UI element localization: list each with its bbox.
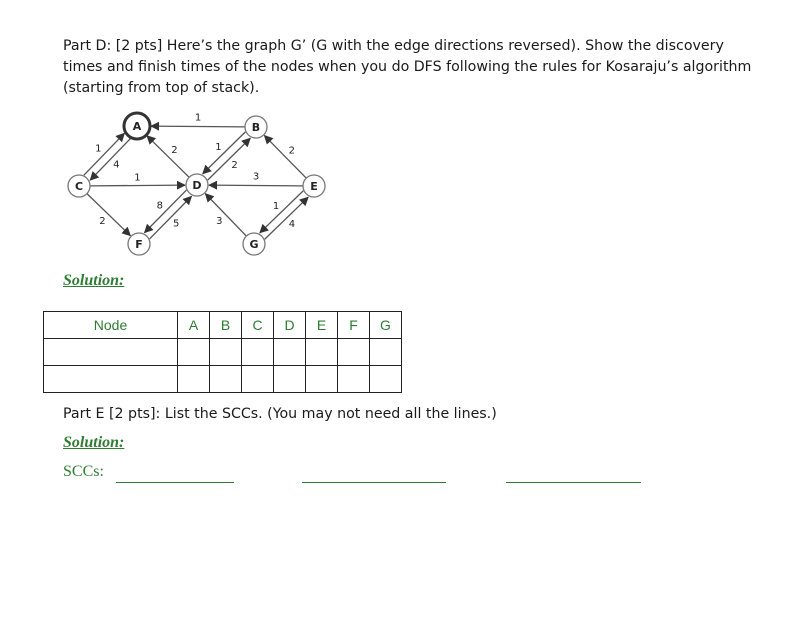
dfs-times-table — [43, 311, 402, 393]
col-a: A — [178, 312, 210, 339]
node-label-f: F — [135, 238, 143, 251]
edge-d-to-b — [208, 138, 251, 180]
edge-e-to-g — [260, 191, 303, 233]
edge-b-to-d — [203, 132, 246, 174]
table-cell[interactable] — [274, 339, 306, 366]
table-cell[interactable] — [178, 366, 210, 393]
edge-weight-label: 1 — [194, 112, 202, 124]
edge-weight-label: 4 — [288, 218, 296, 230]
node-label-e: E — [310, 180, 318, 193]
edge-weight-label: 1 — [95, 143, 102, 155]
table-cell[interactable] — [370, 366, 402, 393]
table-cell[interactable] — [242, 366, 274, 393]
edge-g-to-e — [265, 197, 308, 239]
table-cell[interactable] — [178, 339, 210, 366]
node-label-g: G — [249, 238, 259, 251]
scc-answer-line-3[interactable] — [506, 482, 641, 483]
table-cell[interactable] — [210, 366, 242, 393]
edge-c-to-d — [90, 185, 185, 186]
edge-weight-label: 1 — [215, 142, 222, 154]
edge-b-to-a — [151, 126, 245, 127]
edge-weight-label: 1 — [134, 172, 141, 184]
node-label-d: D — [192, 179, 202, 192]
graph-diagram — [55, 108, 355, 268]
edge-weight-label: 3 — [216, 216, 223, 228]
col-e: E — [306, 312, 338, 339]
table-header-row — [44, 312, 402, 339]
edge-weight-label: 2 — [231, 159, 238, 171]
edge-e-to-b — [264, 136, 306, 179]
edge-weight-label: 2 — [99, 216, 106, 228]
edge-weight-label: 1 — [272, 201, 280, 213]
table-cell[interactable] — [44, 366, 178, 393]
edge-g-to-d — [205, 194, 246, 236]
table-cell[interactable] — [210, 339, 242, 366]
col-b: B — [210, 312, 242, 339]
table-cell[interactable] — [242, 339, 274, 366]
table-cell[interactable] — [338, 339, 370, 366]
table-cell[interactable] — [306, 366, 338, 393]
node-label-a: A — [132, 120, 142, 133]
solution-label-part-e: Solution: — [63, 434, 125, 451]
table-cell[interactable] — [44, 339, 178, 366]
table-cell[interactable] — [370, 339, 402, 366]
solution-label-part-d: Solution: — [63, 272, 125, 289]
edge-d-to-f — [145, 190, 187, 233]
node-label-b: B — [251, 121, 261, 134]
sccs-label: SCCs: — [63, 463, 104, 480]
col-c: C — [242, 312, 274, 339]
table-row — [44, 366, 402, 393]
edge-e-to-d — [209, 185, 303, 186]
node-header-cell: Node — [44, 312, 178, 339]
edge-weight-label: 3 — [252, 171, 260, 183]
col-g: G — [370, 312, 402, 339]
node-label-c: C — [74, 180, 84, 193]
part-e-text: Part E [2 pts]: List the SCCs. (You may not need all the lines.) — [63, 406, 497, 422]
edge-weight-label: 2 — [171, 145, 178, 157]
table-cell[interactable] — [274, 366, 306, 393]
edge-weight-label: 5 — [173, 218, 180, 230]
table-cell[interactable] — [338, 366, 370, 393]
part-d-text: Part D: [2 pts] Here’s the graph G’ (G with the edge directions reversed). Show the discovery times and finish times of the nodes when you do DFS following the rules for Kosaraju’s algorithm (starting from top of stack). — [63, 38, 752, 96]
scc-answer-line-2[interactable] — [302, 482, 446, 483]
edge-c-to-f — [87, 194, 130, 236]
edge-weight-label: 4 — [113, 159, 120, 171]
table-row — [44, 339, 402, 366]
col-f: F — [338, 312, 370, 339]
table-cell[interactable] — [306, 339, 338, 366]
edge-weight-label: 2 — [288, 145, 295, 157]
scc-answer-line-1[interactable] — [116, 482, 234, 483]
edge-weight-label: 8 — [156, 200, 163, 212]
col-d: D — [274, 312, 306, 339]
edge-d-to-a — [147, 136, 189, 177]
